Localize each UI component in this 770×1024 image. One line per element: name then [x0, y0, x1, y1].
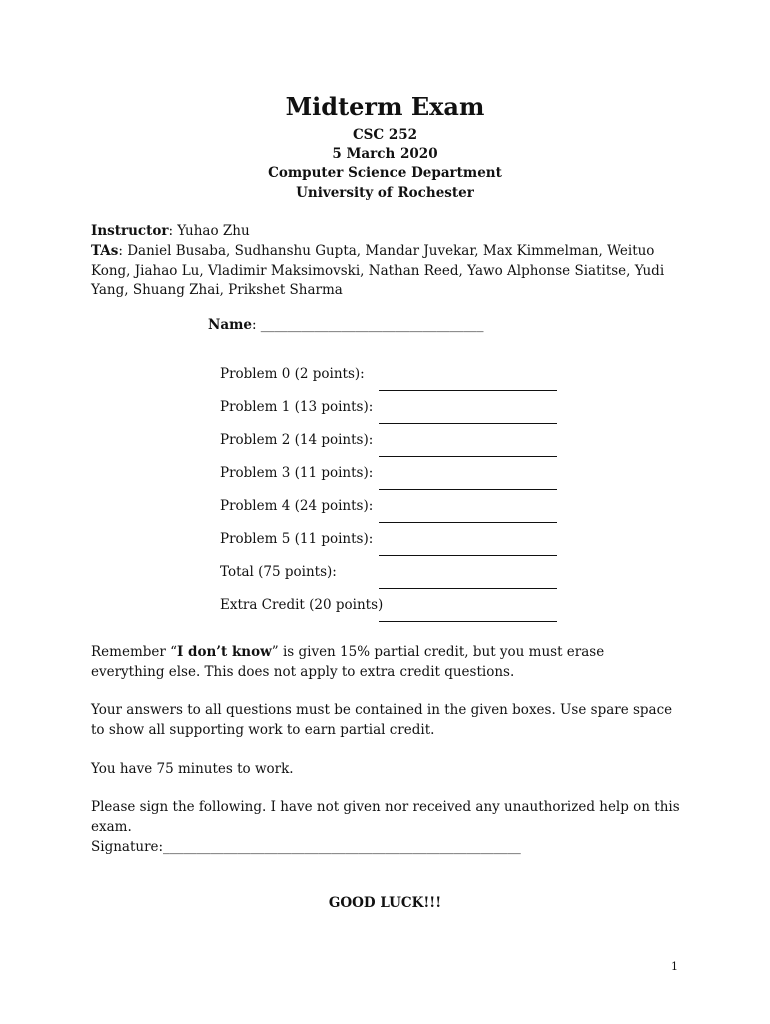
exam-date: 5 March 2020 — [332, 146, 438, 162]
problem-1-score-line[interactable] — [379, 423, 557, 424]
signature-field[interactable]: Signature:_____________________________________________________ — [91, 839, 521, 855]
course-code: CSC 252 — [352, 127, 418, 143]
university: University of Rochester — [296, 185, 474, 201]
problem-2-score-line[interactable] — [379, 456, 557, 457]
department: Computer Science Department — [268, 165, 502, 181]
extra-credit-score-line[interactable] — [379, 621, 557, 622]
page-number: 1 — [671, 960, 678, 973]
problem-0-score-line[interactable] — [379, 390, 557, 391]
problem-5-label: Problem 5 (11 points): — [220, 531, 374, 547]
answers-instruction: Your answers to all questions must be contained in the given boxes. Use spare space to show all supporting work to earn partial credit. — [91, 702, 673, 738]
name-label: Name — [208, 317, 252, 333]
idk-phrase: I don’t know — [177, 644, 272, 660]
problem-1-label: Problem 1 (13 points): — [220, 399, 374, 415]
problem-4-score-line[interactable] — [379, 522, 557, 523]
good-luck: GOOD LUCK!!! — [328, 895, 442, 911]
instructor-name: : Yuhao Zhu — [168, 223, 250, 239]
name-field[interactable] — [208, 317, 484, 333]
exam-title: Midterm Exam — [285, 92, 485, 121]
idk-text-end: ” is given 15% partial credit, but you must erase everything else. This does not apply to extra credit questions. — [91, 644, 605, 680]
problem-4-label: Problem 4 (24 points): — [220, 498, 374, 514]
time-instruction: You have 75 minutes to work. — [91, 761, 294, 777]
idk-instruction — [91, 643, 681, 682]
extra-credit-label: Extra Credit (20 points) — [220, 597, 384, 613]
problem-3-score-line[interactable] — [379, 489, 557, 490]
tas-names: : Daniel Busaba, Sudhanshu Gupta, Mandar Juvekar, Max Kimmelman, Weituo Kong, Jiahao Lu, Vladimir Maksimovski, Nathan Reed, Yawo Alphonse Siatitse, Yudi Yang, Shuang Zhai, Prikshet Sharma — [91, 243, 665, 298]
instructor-line — [91, 222, 681, 242]
problem-3-label: Problem 3 (11 points): — [220, 465, 374, 481]
total-label: Total (75 points): — [220, 564, 337, 580]
name-blank[interactable]: : _________________________________ — [251, 317, 484, 333]
tas-label: TAs — [91, 243, 119, 259]
honor-statement: Please sign the following. I have not given nor received any unauthorized help on this exam. — [91, 799, 680, 835]
total-score-line[interactable] — [379, 588, 557, 589]
problem-5-score-line[interactable] — [379, 555, 557, 556]
tas-paragraph — [91, 242, 681, 301]
problem-2-label: Problem 2 (14 points): — [220, 432, 374, 448]
instructor-label: Instructor — [91, 223, 169, 239]
idk-text-start: Remember “ — [91, 644, 178, 660]
problem-0-label: Problem 0 (2 points): — [220, 366, 365, 382]
